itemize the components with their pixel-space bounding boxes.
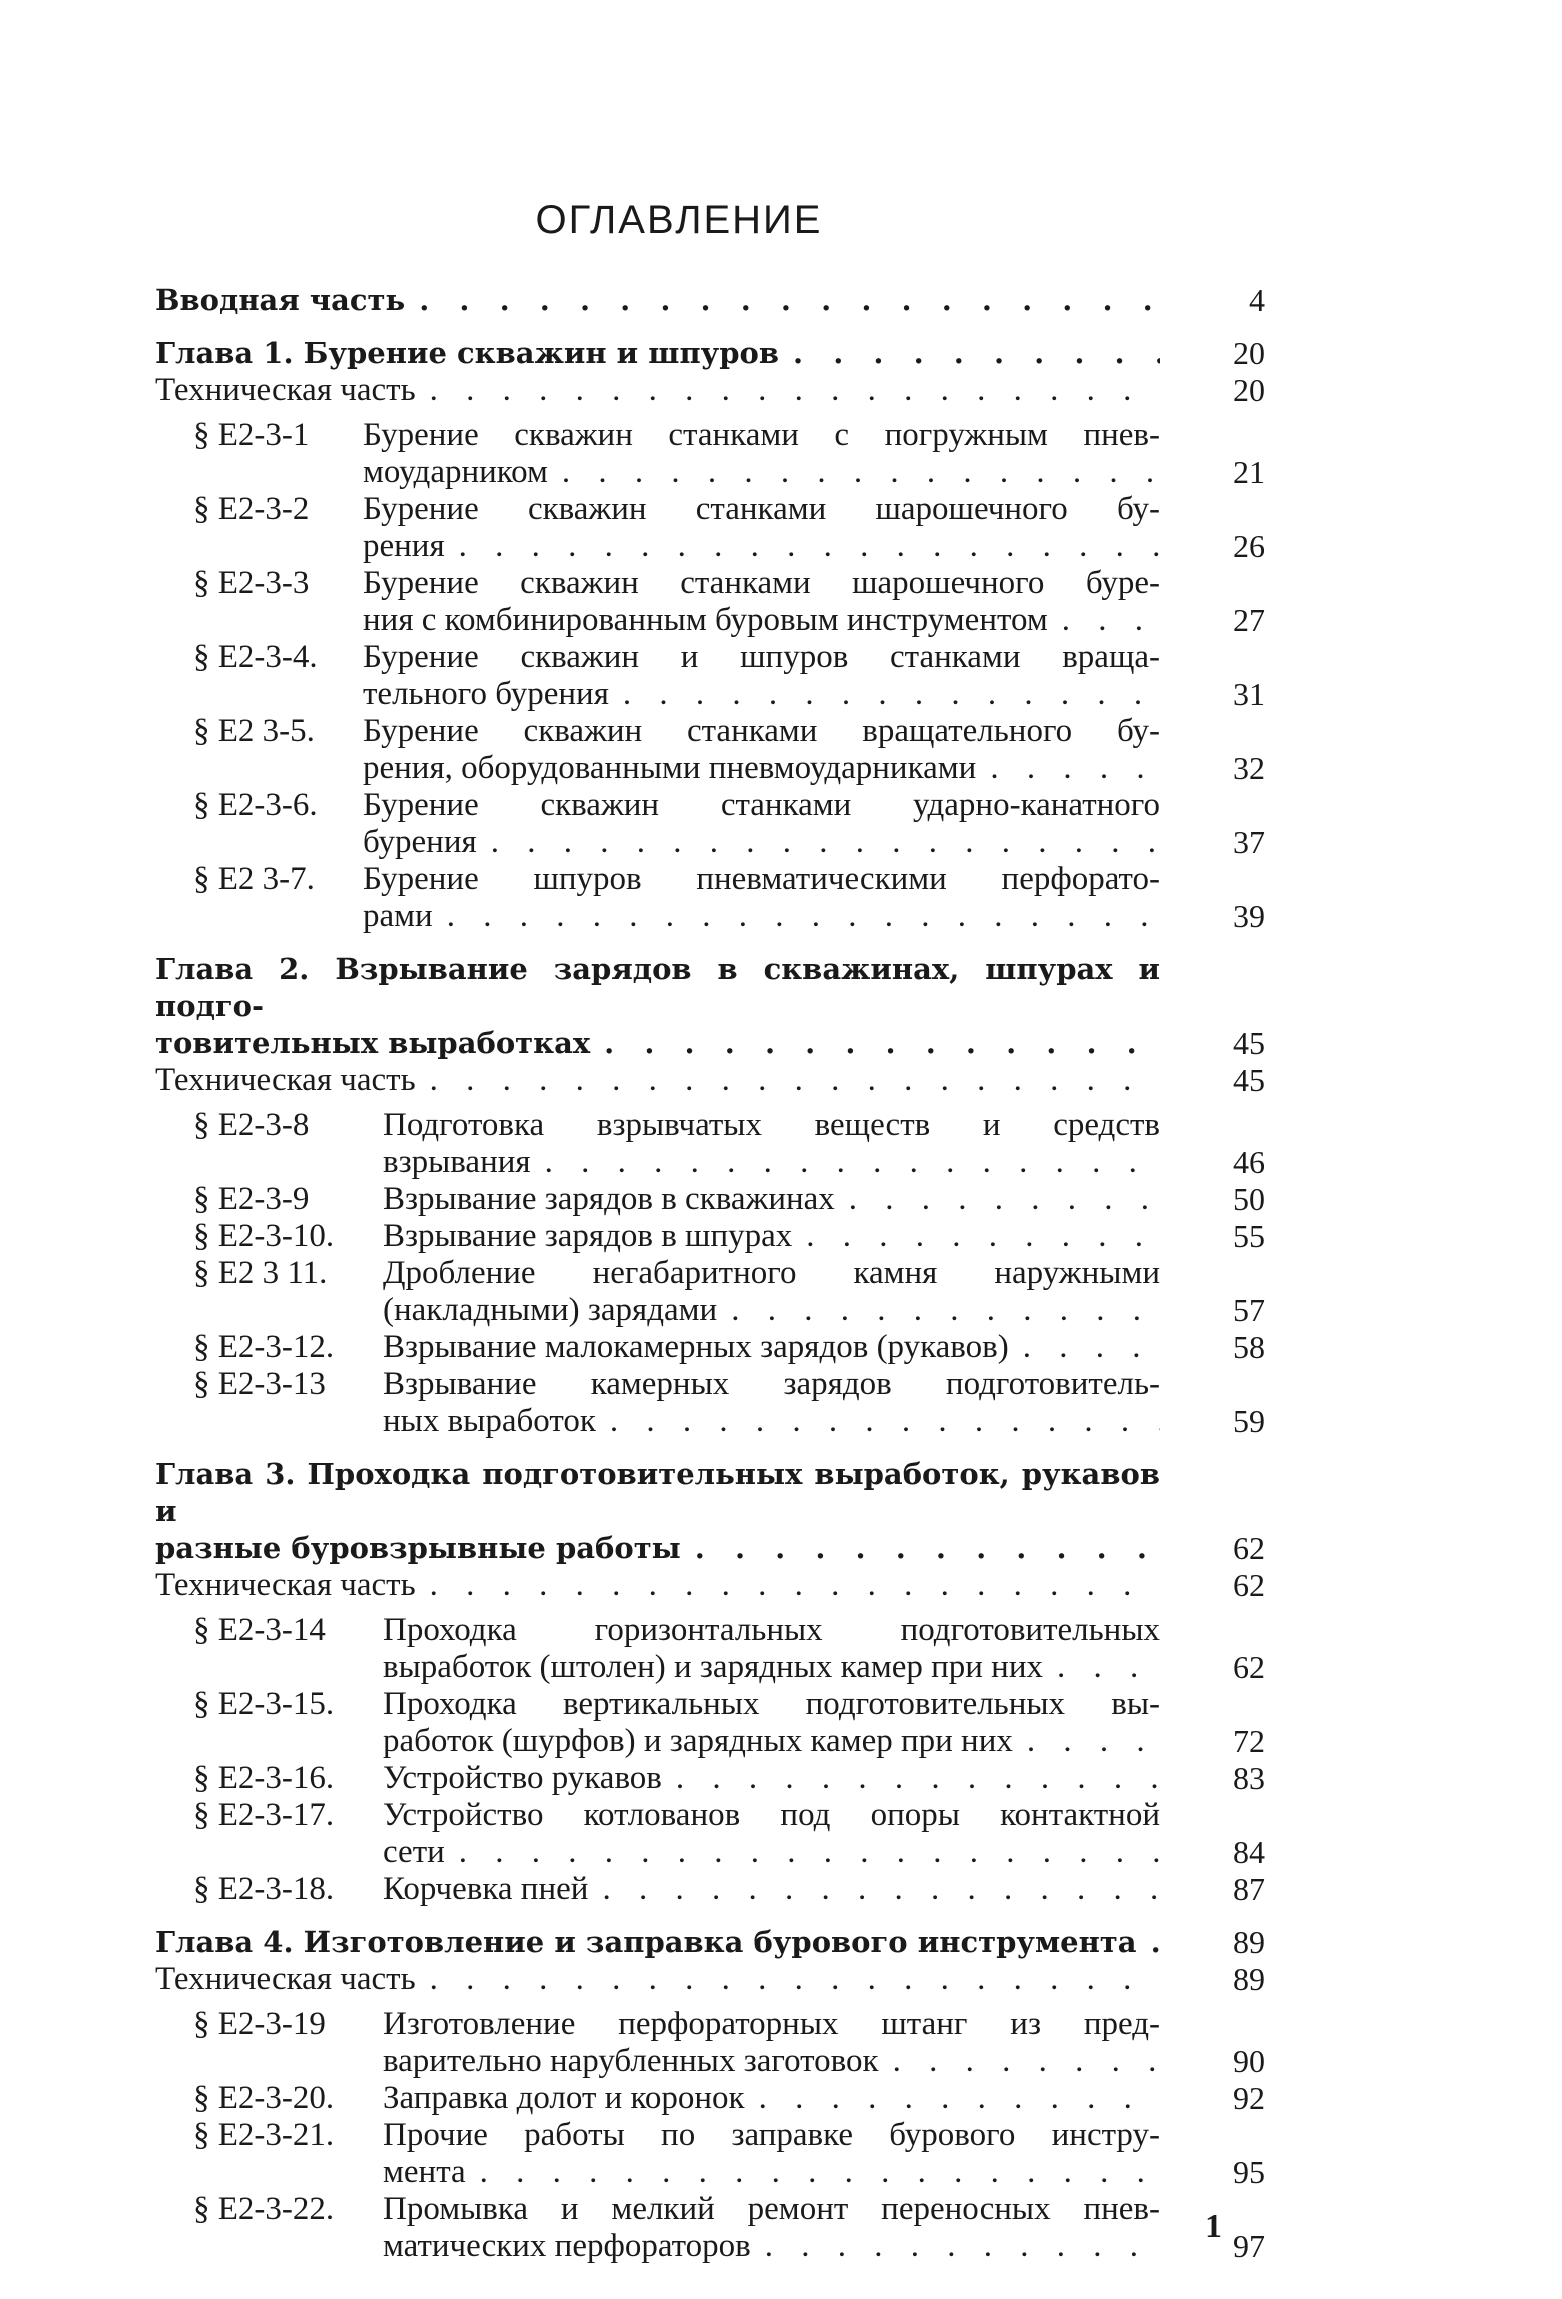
entry-page-number: 62 [1233, 1567, 1265, 1603]
entry-page-number: 57 [1233, 1292, 1265, 1328]
dot-leader [792, 1218, 1160, 1255]
entry-page-number: 45 [1233, 1025, 1265, 1061]
entry-text-line [383, 2154, 1160, 2191]
section-entry [155, 565, 1265, 639]
entry-text: Взрывание малокамерных зарядов (рукавов) [383, 1329, 1009, 1365]
entry-page-number: 55 [1233, 1218, 1265, 1254]
entry-text-line: Подготовка взрывчатых веществ и средств [383, 1107, 1160, 1143]
entry-text: взрывания [383, 1144, 531, 1180]
dot-leader [466, 2154, 1160, 2191]
entry-text: рами [363, 898, 433, 934]
entry-page-number: 37 [1233, 824, 1265, 860]
dot-leader [548, 454, 1160, 491]
entry-text-line: Устройство котлованов под опоры контактной [383, 1797, 1160, 1833]
entry-text-line [383, 2228, 1160, 2265]
dot-leader [531, 1144, 1160, 1181]
section-entry [155, 1366, 1265, 1440]
section-entry [155, 491, 1265, 565]
entry-text: мента [383, 2154, 466, 2190]
entry-text-line [383, 1723, 1160, 1760]
section-code: § Е2 3-5. [193, 713, 315, 749]
entry-page-number: 58 [1233, 1329, 1265, 1365]
technical-part-entry [155, 1062, 1265, 1099]
dot-leader [1048, 602, 1160, 639]
technical-part-entry [155, 1961, 1265, 1998]
entry-text-line: Бурение скважин станками шарошечного буре- [363, 565, 1160, 601]
section-entry [155, 1686, 1265, 1760]
entry-text: ных выработок [383, 1403, 596, 1439]
section-code: § Е2-3-19 [193, 2006, 326, 2042]
entry-text-line [383, 1871, 1160, 1908]
entry-page-number: 20 [1233, 372, 1265, 408]
entry-text-line [383, 1144, 1160, 1181]
section-code: § Е2-3-16. [193, 1760, 335, 1796]
dot-leader [445, 1834, 1160, 1871]
entry-text-line: Прочие работы по заправке бурового инстру- [383, 2117, 1160, 2153]
dot-leader [1009, 1329, 1160, 1366]
dot-leader [433, 898, 1160, 935]
entry-page-number: 31 [1233, 676, 1265, 712]
entry-text-line [155, 335, 1160, 372]
entry-text-line [383, 2080, 1160, 2117]
dot-leader [405, 282, 1160, 319]
entry-page-number: 20 [1233, 335, 1265, 371]
entry-page-number: 45 [1233, 1062, 1265, 1098]
entry-text-line [363, 676, 1160, 713]
entry-text-line [383, 1181, 1160, 1218]
entry-text: сети [383, 1834, 445, 1870]
dot-leader [416, 1961, 1160, 1998]
section-entry [155, 2006, 1265, 2080]
dot-leader [596, 1403, 1160, 1440]
entry-text: тельного бурения [363, 676, 609, 712]
entry-text: Вводная часть [155, 283, 406, 317]
entry-page-number: 90 [1233, 2043, 1265, 2079]
entry-text-line [383, 1403, 1160, 1440]
entry-text: Устройство рукавов [383, 1760, 662, 1796]
entry-text: Техническая часть [155, 372, 416, 408]
dot-leader [416, 1567, 1160, 1604]
entry-text: бурения [363, 824, 477, 860]
entry-text-line: Изготовление перфораторных штанг из пред- [383, 2006, 1160, 2042]
entry-text-line: Глава 3. Проходка подготовительных выработок, рукавов и [155, 1457, 1160, 1528]
entry-text-line [155, 282, 1160, 319]
entry-text-line [383, 1218, 1160, 1255]
entry-page-number: 46 [1233, 1144, 1265, 1180]
entry-text: разные буровзрывные работы [155, 1531, 681, 1565]
entry-text: работок (шурфов) и зарядных камер при них [383, 1723, 1013, 1759]
entry-text-line [383, 1834, 1160, 1871]
entry-page-number: 95 [1233, 2154, 1265, 2190]
entry-text-line: Бурение скважин станками ударно-канатного [363, 787, 1160, 823]
section-entry [155, 1612, 1265, 1686]
entry-text-line [383, 2043, 1160, 2080]
section-code: § Е2-3-18. [193, 1871, 335, 1907]
entry-page-number: 62 [1233, 1649, 1265, 1685]
dot-leader [681, 1530, 1160, 1567]
section-code: § Е2-3-20. [193, 2080, 335, 2116]
entry-text: Глава 4. Изготовление и заправка бурового инструмента [155, 1925, 1137, 1959]
entry-text: Глава 1. Бурение скважин и шпуров [155, 336, 780, 370]
entry-text-line: Бурение скважин станками шарошечного бу- [363, 491, 1160, 527]
dot-leader [717, 1292, 1160, 1329]
entry-text: варительно нарубленных заготовок [383, 2043, 879, 2079]
entry-page-number: 97 [1233, 2228, 1265, 2264]
section-code: § Е2-3-15. [193, 1686, 335, 1722]
section-code: § Е2-3-21. [193, 2117, 335, 2153]
section-code: § Е2-3-4. [193, 639, 318, 675]
technical-part-entry [155, 372, 1265, 409]
entry-text: матических перфораторов [383, 2228, 751, 2264]
section-code: § Е2-3-10. [193, 1218, 335, 1254]
entry-page-number: 92 [1233, 2080, 1265, 2116]
entry-text-line [363, 750, 1160, 787]
section-entry [155, 2080, 1265, 2117]
section-code: § Е2-3-17. [193, 1797, 335, 1833]
entry-text-line [155, 1961, 1160, 1998]
section-entry [155, 1107, 1265, 1181]
section-entry [155, 2191, 1265, 2265]
dot-leader [976, 750, 1160, 787]
technical-part-entry [155, 1567, 1265, 1604]
entry-page-number: 83 [1233, 1760, 1265, 1796]
entry-text: рения [363, 528, 445, 564]
entry-page-number: 62 [1233, 1530, 1265, 1566]
entry-page-number: 39 [1233, 898, 1265, 934]
entry-text: Техническая часть [155, 1062, 416, 1098]
entry-page-number: 27 [1233, 602, 1265, 638]
entry-text-line [155, 1924, 1160, 1961]
entry-text-line [363, 898, 1160, 935]
entry-text: Техническая часть [155, 1961, 416, 1997]
section-code: § Е2-3-6. [193, 787, 318, 823]
dot-leader [416, 372, 1160, 409]
entry-text-line: Бурение скважин станками вращательного бу- [363, 713, 1160, 749]
section-code: § Е2 3 11. [193, 1255, 328, 1291]
entry-text-line [383, 1760, 1160, 1797]
chapter-entry [155, 1924, 1265, 1961]
dot-leader [1043, 1649, 1160, 1686]
entry-page-number: 32 [1233, 750, 1265, 786]
entry-text: Заправка долот и коронок [383, 2080, 745, 2116]
section-code: § Е2-3-2 [193, 491, 310, 527]
page-title: ОГЛАВЛЕНИЕ [535, 198, 823, 242]
entry-text: рения, оборудованными пневмоударниками [363, 750, 977, 786]
chapter-entry [155, 282, 1265, 319]
entry-text: ния с комбинированным буровым инструментом [363, 602, 1048, 638]
dot-leader [662, 1760, 1160, 1797]
dot-leader [835, 1181, 1160, 1218]
entry-text: Корчевка пней [383, 1871, 589, 1907]
section-code: § Е2 3-7. [193, 861, 315, 897]
entry-text-line [383, 1292, 1160, 1329]
section-entry [155, 417, 1265, 491]
section-code: § Е2-3-3 [193, 565, 310, 601]
entry-text-line: Бурение шпуров пневматическими перфорато- [363, 861, 1160, 897]
entry-page-number: 59 [1233, 1403, 1265, 1439]
entry-text-line [155, 1530, 1160, 1567]
dot-leader [416, 1062, 1160, 1099]
dot-leader [1013, 1723, 1160, 1760]
entry-text: выработок (штолен) и зарядных камер при них [383, 1649, 1043, 1685]
section-entry [155, 2117, 1265, 2191]
entry-page-number: 50 [1233, 1181, 1265, 1217]
entry-text-line: Проходка вертикальных подготовительных вы- [383, 1686, 1160, 1722]
section-entry [155, 787, 1265, 861]
dot-leader [590, 1025, 1160, 1062]
entry-page-number: 89 [1233, 1924, 1265, 1960]
section-code: § Е2-3-8 [193, 1107, 310, 1143]
entry-text-line: Глава 2. Взрывание зарядов в скважинах, шпурах и подго- [155, 952, 1160, 1023]
entry-text: Взрывание зарядов в шпурах [383, 1218, 793, 1254]
entry-page-number: 89 [1233, 1961, 1265, 1997]
section-code: § Е2-3-1 [193, 417, 310, 453]
entry-page-number: 87 [1233, 1871, 1265, 1907]
section-code: § Е2-3-22. [193, 2191, 335, 2227]
entry-text-line [363, 528, 1160, 565]
entry-page-number: 26 [1233, 528, 1265, 564]
section-code: § Е2-3-9 [193, 1181, 310, 1217]
entry-text-line [363, 824, 1160, 861]
section-entry [155, 1760, 1265, 1797]
section-entry [155, 639, 1265, 713]
entry-text-line [155, 1567, 1160, 1604]
section-entry [155, 1181, 1265, 1218]
table-of-contents [155, 282, 1265, 2265]
dot-leader [477, 824, 1160, 861]
section-code: § Е2-3-12. [193, 1329, 335, 1365]
chapter-entry [155, 951, 1265, 1062]
entry-text-line [363, 602, 1160, 639]
entry-page-number: 72 [1233, 1723, 1265, 1759]
section-entry [155, 861, 1265, 935]
entry-text-line [155, 372, 1160, 409]
dot-leader [1137, 1924, 1160, 1961]
entry-text-line: Взрывание камерных зарядов подготовитель- [383, 1366, 1160, 1402]
section-entry [155, 1871, 1265, 1908]
section-entry [155, 713, 1265, 787]
entry-text: моударником [363, 454, 548, 490]
section-entry [155, 1255, 1265, 1329]
entry-text-line [155, 1025, 1160, 1062]
chapter-entry [155, 335, 1265, 372]
entry-text-line: Проходка горизонтальных подготовительных [383, 1612, 1160, 1648]
entry-text-line [155, 1062, 1160, 1099]
entry-text-line [383, 1329, 1160, 1366]
dot-leader [779, 335, 1160, 372]
entry-page-number: 84 [1233, 1834, 1265, 1870]
entry-text-line [383, 1649, 1160, 1686]
dot-leader [751, 2228, 1160, 2265]
chapter-entry [155, 1456, 1265, 1567]
entry-text: Взрывание зарядов в скважинах [383, 1181, 835, 1217]
entry-text: (накладными) зарядами [383, 1292, 718, 1328]
section-code: § Е2-3-14 [193, 1612, 326, 1648]
entry-text-line [363, 454, 1160, 491]
dot-leader [745, 2080, 1160, 2117]
section-code: § Е2-3-13 [193, 1366, 326, 1402]
section-entry [155, 1797, 1265, 1871]
entry-text-line: Промывка и мелкий ремонт переносных пнев- [383, 2191, 1160, 2227]
page-number: 1 [1205, 2208, 1222, 2245]
entry-page-number: 21 [1233, 454, 1265, 490]
dot-leader [445, 528, 1160, 565]
entry-text-line: Бурение скважин станками с погружным пнев- [363, 417, 1160, 453]
entry-page-number: 4 [1249, 282, 1265, 318]
dot-leader [879, 2043, 1160, 2080]
entry-text: Техническая часть [155, 1567, 416, 1603]
section-entry [155, 1218, 1265, 1255]
dot-leader [588, 1871, 1160, 1908]
entry-text-line: Бурение скважин и шпуров станками враща- [363, 639, 1160, 675]
entry-text: товительных выработках [155, 1026, 591, 1060]
section-entry [155, 1329, 1265, 1366]
entry-text-line: Дробление негабаритного камня наружными [383, 1255, 1160, 1291]
dot-leader [609, 676, 1160, 713]
